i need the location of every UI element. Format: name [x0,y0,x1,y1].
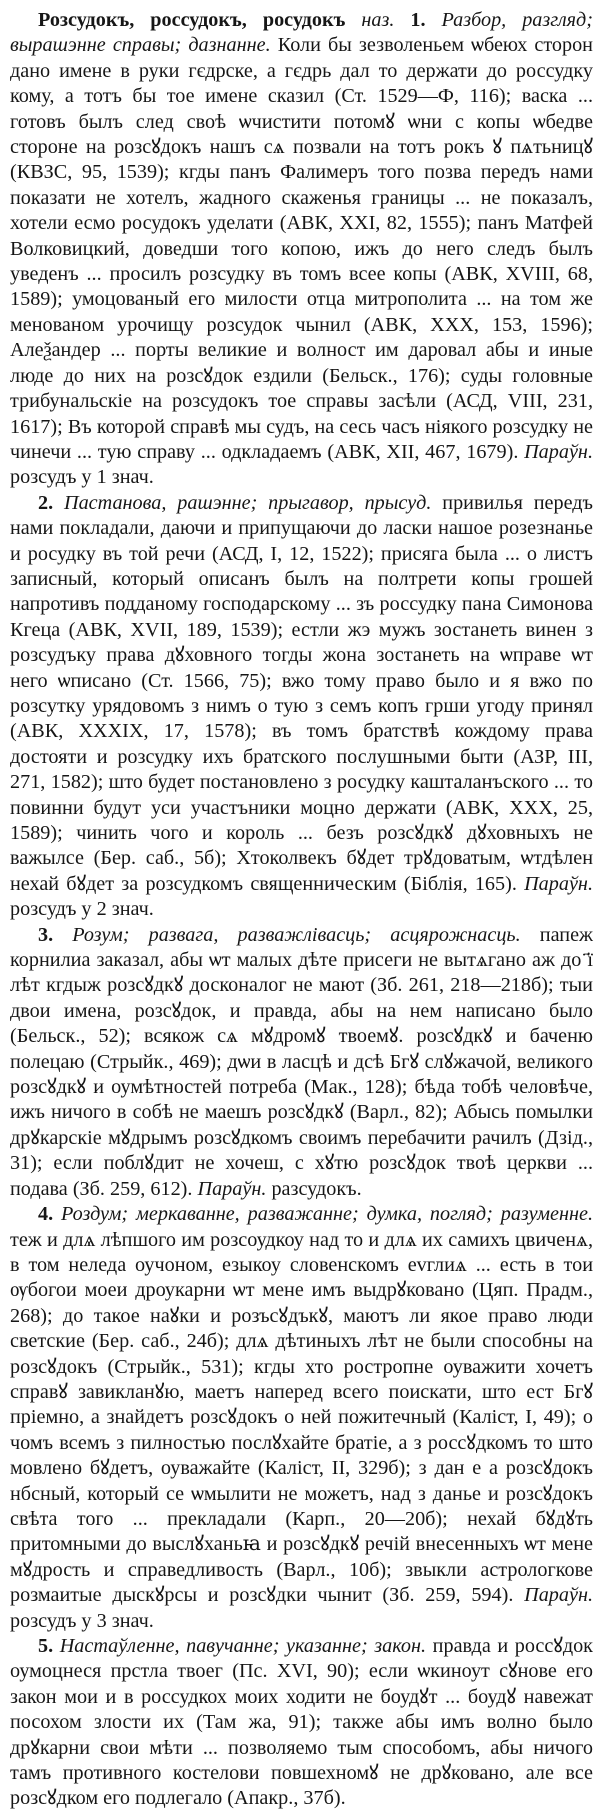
sense-citations: Коли бы зезволеньем ѡбеюх сторон дано имене в руки гєдрске, а гєдрь дал то держати до россудку кому, а тотъ бы тое имене сказил (Ст. 1529—Ф, 116); васка ... готовъ былъ след своѣ ѡчистити потомꙋ ѡни с копы ѡбедве стороне на розсꙋдокъ нашъ сѧ позвали на тотъ рокъ ꙋ пѧтьницꙋ (КВЗС, 95, 1539); кгды панъ Фалимеръ того позва передъ нами показати не хотелъ, жадного скаженья границы ... не показалъ, хотели есмо росудокъ уделати (АВК, XXI, 82, 1555); панъ Матфей Волковицкий, доведши того копою, ижъ до него следъ былъ уведенъ ... просилъ розсудку въ томъ всее копы (АВК, XVIII, 68, 1589); умоцованый его милости отца митрополита ... на том же менованом урочищу розсудок чынил (АВК, XXX, 153, 1596); Алеѯандер ... порты великие и волност им даровал абы и иные люде до них на розсꙋдок ездили (Бельск., 176); суды головные трибунальскіе на розсудокъ тое справы засѣли (АСД, VIII, 231, 1617); Въ которой справѣ мы судъ, на сесь часъ ніякого розсудку не чинечи ... тую справу ... одкладаемъ (АВК, XII, 467, 1679). [10,34,593,463]
sense-number: 4. [38,1203,54,1226]
cross-ref-text: розсудъ у 2 знач. [10,898,154,921]
cross-ref-text: розсудъ у 3 знач. [10,1609,154,1632]
sense-definition: Розум; развага, разважлівасць; асцярожнасць. [53,923,521,946]
sense-3 [10,923,593,1202]
sense-definition: Пастанова, рашэнне; прыгавор, прысуд. [53,491,432,514]
cross-ref-text: разсудокъ. [266,1177,362,1200]
sense-5 [10,1634,593,1812]
cross-ref-label: Параўн. [518,440,593,463]
cross-ref-label: Параўн. [513,1584,594,1607]
cross-ref-label: Параўн. [192,1177,267,1200]
sense-4 [10,1202,593,1634]
headword: Розсудокъ, россудокъ, росудокъ [38,9,346,31]
sense-number: 2. [38,491,54,514]
sense-definition: Настаўленне, павучанне; указанне; закон. [53,1635,427,1657]
sense-number: 3. [38,923,54,946]
sense-2 [10,491,593,923]
sense-citations: теж и длѧ лѣпшого им розсоудкоу над то и длѧ их самихъ цвиченѧ, в том неледа оучоном, езыкоу словенскомъ еvглиѧ ... есть в тои ѹбогои моеи дроукарни ѡт мене имъ выдрꙋковано (Цяп. Прадм., 268); до такое наꙋки и розъсꙋдъкꙋ, маютъ ли якое право люди светские (Бер. саб., 24б); длѧ дѣтиныхъ лѣт не были способны на розсꙋдокъ (Стрыйк., 531); кгды хто ростропне оуважити хочетъ справꙋ завикланꙋю, маетъ наперед всего поискати, што ест Бгꙋ пріемно, а знайдетъ розсꙋдокъ о ней пожитечный (Каліст, I, 49); о чомъ всемъ з пилностью послꙋхайте братіе, а з россꙋдкомъ то што мовлено бꙋдетъ, оуважайте (Каліст, II, 329б); з дан е а розсꙋдокъ нбсный, который се ѡмылити не можетъ, над з данье и розсꙋдокъ свѣта того ... прекладали (Карп., 20—20б); нехай бꙋдꙋть притомными до выслꙋханьꙗ и розсꙋдкꙋ речій внесенныхъ ѡт мене мꙋдрость и справедливость (Варл., 10б); звыкли астрологкове розмаитые дыскꙋрсы и розсꙋдки чынит (Зб. 259, 594). [10,1228,593,1607]
cross-ref-label: Параўн. [516,872,593,895]
sense-definition: Разбор, разгляд; вырашэнне справы; дазнанне. [10,9,593,57]
sense-number: 5. [38,1635,54,1657]
sense-1 [10,8,593,491]
cross-ref-text: розсудъ у 1 знач. [10,466,154,489]
sense-definition: Роздум; меркаванне, разважанне; думка, погляд; разуменне. [53,1203,593,1226]
sense-number: 1. [410,9,426,31]
part-of-speech: наз. [345,9,411,31]
sense-citations: привилья передъ нами покладали, даючи и припущаючи до ласки нашое розезнанье и росудку въ той речи (АСД, I, 12, 1522); присяга была ... о листъ записный, который описанъ былъ на полтрети копы грошей напротивъ подданому господарскому ... зъ россудку пана Симонова Кгеца (АВК, XVII, 189, 1539); естли жэ мужъ зостанеть винен з розсудъку права дꙋховного тогды жона зостанеть на ѡправе ѡт него ѡписано (Ст. 1566, 75); вжо тому право было и я вжо по розсутку урядовомъ з нимъ о тую з семъ копъ грши угоду принял (АВК, XXXIX, 17, 1578); въ томъ братствѣ кождому права достояти и розсудку ихъ братского послушными быти (АЗР, III, 271, 1582); што будет постановлено з росудку кашталанъского ... то повинни будут уси участъники моцно держати (АВК, XXX, 25, 1589); чинить чого и король ... безъ розсꙋдкꙋ дꙋховныхъ не важылсе (Бер. саб., 5б); Хтоколвекъ бꙋдет трꙋдоватым, ѡтдѣлен нехай бꙋдет за розсудкомъ священническим (Біблія, 165). [10,491,593,895]
sense-citations: правда и россꙋдок оумоцнеся прстла твоег (Пс. XVI, 90); если ѡкиноут сꙋнове его закон мои и в россудкох моих ходити не боудꙋт ... боудꙋ навежат посохом злости их (Там жа, 91); также абы имъ волно было дрꙋкарни свои мѣти ... позволяемо тым способомъ, абы ничого тамъ противного костелови повшехномꙋ не дрꙋковано, але все розсꙋдком его подлегало (Апакр., 37б). [10,1635,593,1810]
sense-citations: папеж корнилиа заказал, абы ѡт малых дѣте присеги не вытѧгано аж до ҃ї лѣт кгдыж розсꙋдкꙋ досконалог не мают (Зб. 261, 218—218б); тыи двои имена, розсꙋдок, и правда, абы на нем написано было (Бельск., 52); всякож сѧ мꙋдромꙋ твоемꙋ. розсꙋдкꙋ и баченю полецаю (Стрыйк., 469); дѡи в ласцѣ и дсѣ Бгꙋ слꙋжачой, великого розсꙋдкꙋ и оумѣтностей потреба (Мак., 128); бѣда тобѣ человѣче, ижъ ничого в собѣ не маешъ розсꙋдкꙋ (Варл., 82); Абысь помылки дрꙋкарскіе мꙋдрымъ розсꙋдкомъ своимъ перебачити рачилъ (Дзід., 31); если поблꙋдит не хочеш, с хꙋтю розсꙋдок твоѣ церкви ... подава (Зб. 259, 612). [10,923,593,1200]
